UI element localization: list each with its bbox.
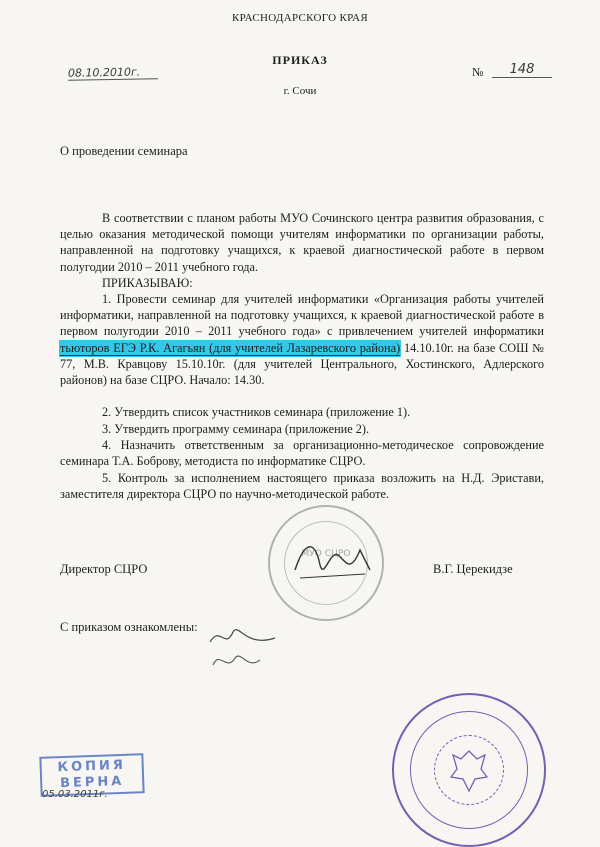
- copy-stamp-line2: ВЕРНА: [59, 773, 125, 792]
- order-word: ПРИКАЗЫВАЮ:: [102, 276, 193, 290]
- seal-text: МУО СЦРО: [301, 549, 351, 559]
- order-number: 148: [492, 62, 552, 78]
- official-seal: [392, 693, 546, 847]
- order-item-1: [60, 291, 544, 388]
- order-item-3: 3. Утвердить программу семинара (приложение 2).: [102, 422, 370, 436]
- director-position: Директор СЦРО: [60, 562, 148, 576]
- acquaintance-signatures: [205, 620, 280, 680]
- director-name: В.Г. Церекидзе: [433, 562, 513, 576]
- director-signature: [290, 530, 380, 590]
- copy-stamp-line1: КОПИЯ: [57, 757, 127, 776]
- item-1-text-cont: 14.10.10г. на базе СОШ № 77, М.В. Кравцову 15.10.10г. (для учителей Центрального, Хостинского, Адлерского районов) на базе СЦРО. Начало: 14.30.: [60, 340, 544, 388]
- acquainted-label: С приказом ознакомлены:: [60, 620, 198, 634]
- item-1-text: 1. Провести семинар для учителей информатики «Организация работы учителей информатики, направленной на подготовку учащихся, к краевой диагностической работе в первом полугодии 2010 – 2011 учебного года» с привлечением учителей информатики: [60, 292, 544, 339]
- order-item-5: 5. Контроль за исполнением настоящего приказа возложить на Н.Д. Эристави, заместителя директора СЦРО по научно-методической работе.: [60, 471, 544, 502]
- preamble: В соответствии с планом работы МУО Сочинского центра развития образования, с целью оказания методической помощи учителям информатики по организации работы, направленной на подготовку учащихся, к краевой диагностической работе в первом полугодии 2010 – 2011 учебного года.: [60, 211, 544, 274]
- copy-stamp-date: 05.03.2011г.: [42, 789, 108, 800]
- region-header: КРАСНОДАРСКОГО КРАЯ: [232, 12, 368, 24]
- document-title: ПРИКАЗ: [272, 53, 328, 67]
- coat-of-arms-icon: [449, 747, 489, 793]
- order-item-2: 2. Утвердить список участников семинара (приложение 1).: [102, 405, 411, 419]
- number-label: №: [472, 65, 484, 79]
- order-item-4: 4. Назначить ответственным за организационно-методическое сопровождение семинара Т.А. Боброву, методиста по информатике СЦРО.: [60, 438, 544, 469]
- city: г. Сочи: [283, 85, 317, 97]
- order-date: 08.10.2010г.: [68, 65, 158, 81]
- item-1-highlighted-text: тьюторов ЕГЭ Р.К. Агагьян (для учителей Лазаревского района): [60, 340, 401, 355]
- order-subject: О проведении семинара: [60, 144, 188, 158]
